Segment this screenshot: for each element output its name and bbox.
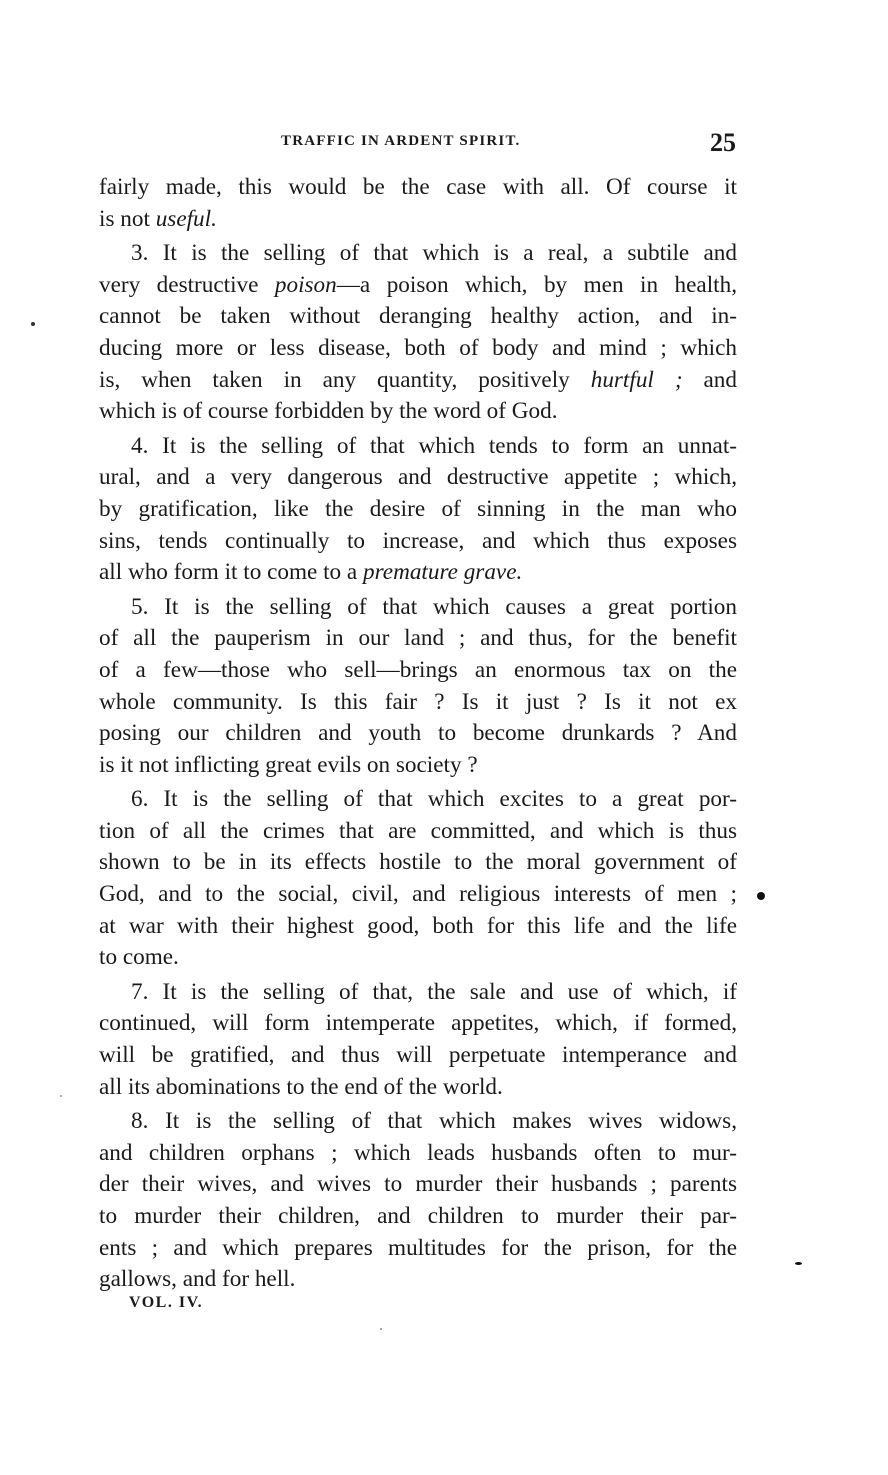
paragraph-start-3: 3. It is the selling of that which is a real, a subtile and (131, 240, 737, 267)
text-line: ducing more or less disease, both of body and mind ; which (99, 334, 737, 361)
paragraph-start-7: 7. It is the selling of that, the sale and use of which, if (131, 978, 737, 1005)
text-line: at war with their highest good, both for this life and the life (99, 912, 737, 939)
text-line: is it not inflicting great evils on society ? (99, 751, 478, 778)
text-line: shown to be in its effects hostile to the moral government of (99, 849, 737, 876)
text-line: is, when taken in any quantity, positively hurtful ; and (99, 366, 737, 393)
text-line: sins, tends continually to increase, and which thus exposes (99, 527, 737, 554)
ink-speck (757, 892, 765, 900)
text-line: ural, and a very dangerous and destructive appetite ; which, (99, 464, 737, 491)
text-line: by gratification, like the desire of sinning in the man who (99, 495, 737, 522)
text-line: and children orphans ; which leads husbands often to mur- (99, 1139, 737, 1166)
text-line: will be gratified, and thus will perpetuate intemperance and (99, 1042, 737, 1069)
text-line: very destructive poison—a poison which, by men in health, (99, 271, 737, 298)
text-line: continued, will form intemperate appetites, which, if formed, (99, 1010, 737, 1037)
ink-speck (380, 1328, 382, 1330)
text-line: which is of course forbidden by the word of God. (99, 398, 558, 425)
ink-speck (795, 1262, 802, 1265)
text-line: of all the pauperism in our land ; and thus, for the benefit (99, 625, 737, 652)
paragraph-start-6: 6. It is the selling of that which excites to a great por- (131, 786, 737, 813)
text-line: to come. (99, 944, 179, 971)
text-line: God, and to the social, civil, and religious interests of men ; (99, 881, 737, 908)
text-line: gallows, and for hell. (99, 1266, 296, 1293)
text-line: der their wives, and wives to murder their husbands ; parents (99, 1171, 737, 1198)
ink-speck (31, 322, 35, 326)
paragraph-start-8: 8. It is the selling of that which makes wives widows, (131, 1108, 737, 1135)
text-line: of a few—those who sell—brings an enormous tax on the (99, 656, 737, 683)
text-line: all who form it to come to a premature grave. (99, 559, 523, 586)
text-line: is not useful. (99, 205, 217, 232)
running-head: TRAFFIC IN ARDENT SPIRIT. (281, 133, 521, 149)
text-line: tion of all the crimes that are committed, and which is thus (99, 817, 737, 844)
text-line: fairly made, this would be the case with all. Of course it (99, 174, 737, 200)
body-text (99, 172, 737, 1296)
italic-text: premature grave. (363, 559, 523, 586)
italic-text: hurtful ; (590, 366, 683, 393)
italic-text: poison (274, 271, 337, 298)
text-line: whole community. Is this fair ? Is it just ? Is it not ex (99, 688, 737, 715)
text-line: ents ; and which prepares multitudes for the prison, for the (99, 1234, 737, 1261)
italic-text: useful. (155, 205, 217, 232)
page-number: 25 (710, 128, 736, 157)
text-line: cannot be taken without deranging healthy action, and in- (99, 303, 737, 330)
paragraph-start-4: 4. It is the selling of that which tends to form an unnat- (131, 432, 737, 459)
text-line: to murder their children, and children to murder their par- (99, 1203, 737, 1229)
text-line: all its abominations to the end of the world. (99, 1073, 503, 1100)
volume-signature: VOL. IV. (129, 1294, 204, 1311)
text-line: posing our children and youth to become drunkards ? And (99, 720, 737, 747)
paragraph-start-5: 5. It is the selling of that which causes a great portion (131, 593, 737, 620)
ink-speck (60, 1095, 62, 1097)
